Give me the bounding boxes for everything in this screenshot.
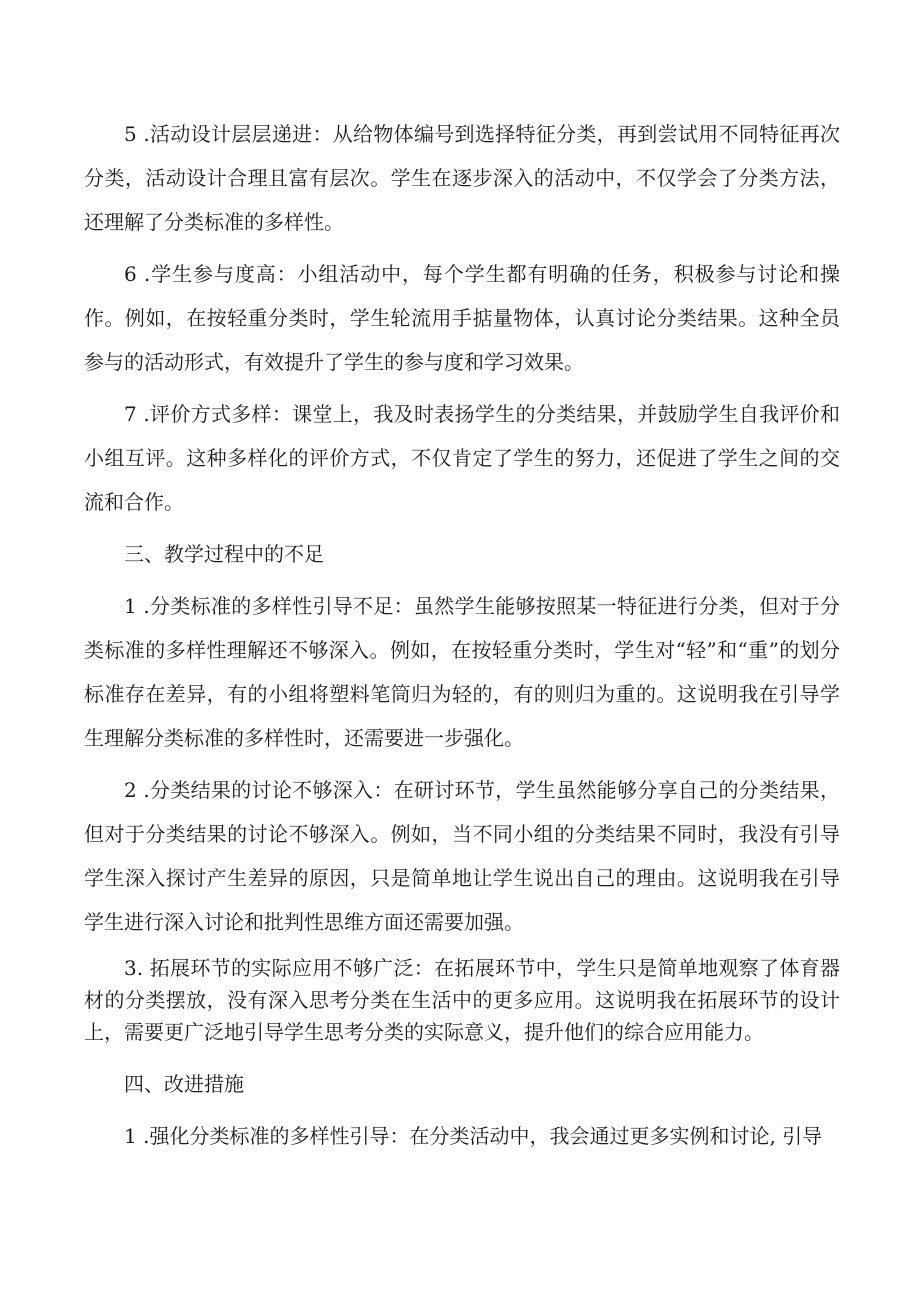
paragraph-activity-design: 5 .活动设计层层递进：从给物体编号到选择特征分类，再到尝试用不同特征再次分类，活动设计合理且富有层次。学生在逐步深入的活动中，不仅学会了分类方法，还理解了分类标准的多样性。 — [84, 122, 840, 234]
paragraph-student-participation: 6 .学生参与度高：小组活动中，每个学生都有明确的任务，积极参与讨论和操作。例如，在按轻重分类时，学生轮流用手掂量物体，认真讨论分类结果。这种全员参与的活动形式，有效提升了学生的参与度和学习效果。 — [84, 262, 840, 374]
paragraph-classification-standard-guidance: 1 .分类标准的多样性引导不足：虽然学生能够按照某一特征进行分类，但对于分类标准的多样性理解还不够深入。例如，在按轻重分类时，学生对“轻”和“重”的划分标准存在差异，有的小组将塑料笔筒归为轻的，有的则归为重的。这说明我在引导学生理解分类标准的多样性时，还需要进一步强化。 — [84, 594, 840, 750]
paragraph-discussion-depth: 2 .分类结果的讨论不够深入：在研讨环节，学生虽然能够分享自己的分类结果，但对于分类结果的讨论不够深入。例如，当不同小组的分类结果不同时，我没有引导学生深入探讨产生差异的原因，只是简单地让学生说出自己的理由。这说明我在引导学生进行深入讨论和批判性思维方面还需要加强。 — [84, 778, 840, 934]
paragraph-evaluation-methods: 7 .评价方式多样：课堂上，我及时表扬学生的分类结果，并鼓励学生自我评价和小组互评。这种多样化的评价方式，不仅肯定了学生的努力，还促进了学生之间的交流和合作。 — [84, 402, 840, 514]
section-heading-shortcomings: 三、教学过程中的不足 — [124, 542, 324, 566]
paragraph-extension-application: 3. 拓展环节的实际应用不够广泛：在拓展环节中，学生只是简单地观察了体育器材的分类摆放，没有深入思考分类在生活中的更多应用。这说明我在拓展环节的设计上，需要更广泛地引导学生思考分类的实际意义，提升他们的综合应用能力。 — [84, 956, 840, 1044]
section-heading-improvements: 四、改进措施 — [124, 1072, 244, 1096]
document-body — [84, 112, 840, 1166]
paragraph-strengthen-guidance: 1 .强化分类标准的多样性引导：在分类活动中，我会通过更多实例和讨论, 引导 — [124, 1124, 823, 1148]
